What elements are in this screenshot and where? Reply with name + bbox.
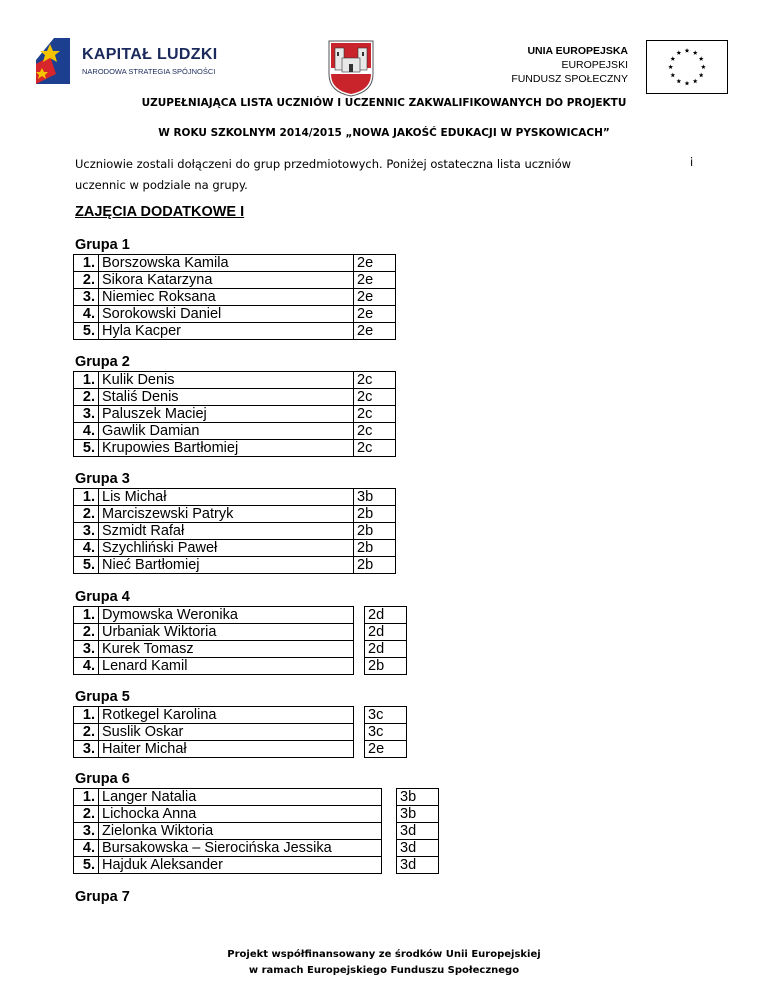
eu-line-1: UNIA EUROPEJSKA bbox=[527, 45, 628, 57]
row-number: 2. bbox=[74, 806, 99, 823]
class-code: 2c bbox=[354, 440, 396, 457]
student-name: Rotkegel Karolina bbox=[99, 707, 354, 724]
class-code: 2b bbox=[354, 557, 396, 574]
table-row bbox=[74, 289, 396, 306]
spacer-cell bbox=[354, 741, 365, 758]
row-number: 3. bbox=[74, 641, 99, 658]
page-footer bbox=[0, 947, 768, 979]
student-name: Kurek Tomasz bbox=[99, 641, 354, 658]
group-title: Grupa 4 bbox=[75, 589, 130, 605]
group-title: Grupa 5 bbox=[75, 689, 130, 705]
footer-line-1: Projekt współfinansowany ze środków Unii Europejskiej bbox=[227, 949, 541, 960]
student-name: Sikora Katarzyna bbox=[99, 272, 354, 289]
eu-star-icon bbox=[668, 64, 673, 69]
table-row bbox=[74, 789, 439, 806]
spacer-cell bbox=[354, 707, 365, 724]
row-number: 4. bbox=[74, 540, 99, 557]
row-number: 2. bbox=[74, 724, 99, 741]
row-number: 3. bbox=[74, 289, 99, 306]
class-code: 2c bbox=[354, 423, 396, 440]
group-table bbox=[73, 788, 439, 874]
row-number: 3. bbox=[74, 823, 99, 840]
group-table bbox=[73, 371, 396, 457]
spacer-cell bbox=[354, 724, 365, 741]
table-row bbox=[74, 272, 396, 289]
table-row bbox=[74, 840, 439, 857]
student-name: Staliś Denis bbox=[99, 389, 354, 406]
page-header bbox=[0, 0, 768, 110]
table-row bbox=[74, 607, 407, 624]
table-row bbox=[74, 423, 396, 440]
class-code: 3c bbox=[365, 724, 407, 741]
student-name: Hajduk Aleksander bbox=[99, 857, 382, 874]
class-code: 3b bbox=[354, 489, 396, 506]
eu-star-icon bbox=[676, 50, 681, 55]
group-title: Grupa 7 bbox=[75, 889, 130, 905]
eu-line-3: FUNDUSZ SPOŁECZNY bbox=[511, 73, 628, 85]
class-code: 2d bbox=[365, 624, 407, 641]
row-number: 3. bbox=[74, 741, 99, 758]
spacer-cell bbox=[382, 806, 397, 823]
row-number: 4. bbox=[74, 306, 99, 323]
student-name: Haiter Michał bbox=[99, 741, 354, 758]
table-row bbox=[74, 323, 396, 340]
class-code: 3d bbox=[397, 840, 439, 857]
table-row bbox=[74, 506, 396, 523]
row-number: 4. bbox=[74, 840, 99, 857]
group-table bbox=[73, 606, 407, 675]
title-line-1: UZUPEŁNIAJĄCA LISTA UCZNIÓW I UCZENNIC ZAKWALIFIKOWANYCH DO PROJEKTU bbox=[141, 97, 627, 109]
class-code: 2b bbox=[365, 658, 407, 675]
eu-flag-icon bbox=[646, 40, 728, 94]
student-name: Paluszek Maciej bbox=[99, 406, 354, 423]
student-name: Lenard Kamil bbox=[99, 658, 354, 675]
student-name: Sorokowski Daniel bbox=[99, 306, 354, 323]
section-title: ZAJĘCIA DODATKOWE I bbox=[75, 204, 245, 220]
table-row bbox=[74, 389, 396, 406]
student-name: Krupowies Bartłomiej bbox=[99, 440, 354, 457]
title-line-2: W ROKU SZKOLNYM 2014/2015 „NOWA JAKOŚĆ EDUKACJI W PYSKOWICACH” bbox=[158, 127, 610, 139]
table-row bbox=[74, 806, 439, 823]
row-number: 5. bbox=[74, 857, 99, 874]
eu-star-icon bbox=[701, 64, 706, 69]
table-row bbox=[74, 255, 396, 272]
intro-line-2: uczennic w podziale na grupy. bbox=[75, 178, 248, 192]
intro-stray-letter: i bbox=[690, 155, 694, 169]
row-number: 3. bbox=[74, 523, 99, 540]
student-name: Langer Natalia bbox=[99, 789, 382, 806]
eu-star-icon bbox=[693, 79, 698, 84]
row-number: 3. bbox=[74, 406, 99, 423]
row-number: 1. bbox=[74, 607, 99, 624]
footer-line-2: w ramach Europejskiego Funduszu Społecznego bbox=[248, 965, 520, 976]
eu-star-icon bbox=[685, 81, 690, 86]
group-title: Grupa 2 bbox=[75, 354, 130, 370]
student-name: Lichocka Anna bbox=[99, 806, 382, 823]
table-row bbox=[74, 440, 396, 457]
class-code: 3b bbox=[397, 789, 439, 806]
table-row bbox=[74, 658, 407, 675]
pyskowice-crest-icon bbox=[326, 38, 376, 98]
eu-star-icon bbox=[699, 56, 704, 61]
table-row bbox=[74, 707, 407, 724]
row-number: 4. bbox=[74, 423, 99, 440]
class-code: 2e bbox=[354, 323, 396, 340]
row-number: 2. bbox=[74, 272, 99, 289]
row-number: 2. bbox=[74, 624, 99, 641]
student-name: Borszowska Kamila bbox=[99, 255, 354, 272]
class-code: 3b bbox=[397, 806, 439, 823]
spacer-cell bbox=[382, 840, 397, 857]
table-row bbox=[74, 540, 396, 557]
group-title: Grupa 1 bbox=[75, 237, 130, 253]
class-code: 2c bbox=[354, 372, 396, 389]
kapital-ludzki-logo bbox=[30, 34, 240, 94]
row-number: 1. bbox=[74, 707, 99, 724]
kapital-ludzki-title: KAPITAŁ LUDZKI bbox=[82, 46, 218, 63]
table-row bbox=[74, 857, 439, 874]
student-name: Szychliński Paweł bbox=[99, 540, 354, 557]
row-number: 1. bbox=[74, 489, 99, 506]
spacer-cell bbox=[354, 624, 365, 641]
class-code: 2e bbox=[354, 306, 396, 323]
group-title: Grupa 3 bbox=[75, 471, 130, 487]
row-number: 4. bbox=[74, 658, 99, 675]
student-name: Bursakowska – Sierocińska Jessika bbox=[99, 840, 382, 857]
table-row bbox=[74, 724, 407, 741]
student-name: Niemiec Roksana bbox=[99, 289, 354, 306]
class-code: 2b bbox=[354, 506, 396, 523]
table-row bbox=[74, 624, 407, 641]
class-code: 3d bbox=[397, 823, 439, 840]
class-code: 2e bbox=[354, 289, 396, 306]
table-row bbox=[74, 523, 396, 540]
student-name: Dymowska Weronika bbox=[99, 607, 354, 624]
table-row bbox=[74, 306, 396, 323]
row-number: 1. bbox=[74, 255, 99, 272]
student-name: Nieć Bartłomiej bbox=[99, 557, 354, 574]
eu-star-icon bbox=[670, 56, 675, 61]
kapital-ludzki-subtitle: NARODOWA STRATEGIA SPÓJNOŚCI bbox=[82, 67, 216, 76]
student-name: Urbaniak Wiktoria bbox=[99, 624, 354, 641]
student-name: Lis Michał bbox=[99, 489, 354, 506]
eu-star-icon bbox=[676, 79, 681, 84]
table-row bbox=[74, 557, 396, 574]
table-row bbox=[74, 641, 407, 658]
row-number: 5. bbox=[74, 440, 99, 457]
row-number: 1. bbox=[74, 789, 99, 806]
row-number: 2. bbox=[74, 389, 99, 406]
spacer-cell bbox=[354, 658, 365, 675]
row-number: 2. bbox=[74, 506, 99, 523]
table-row bbox=[74, 406, 396, 423]
student-name: Szmidt Rafał bbox=[99, 523, 354, 540]
class-code: 2c bbox=[354, 389, 396, 406]
table-row bbox=[74, 489, 396, 506]
row-number: 5. bbox=[74, 557, 99, 574]
student-name: Marciszewski Patryk bbox=[99, 506, 354, 523]
spacer-cell bbox=[382, 823, 397, 840]
spacer-cell bbox=[382, 857, 397, 874]
row-number: 5. bbox=[74, 323, 99, 340]
class-code: 2d bbox=[365, 607, 407, 624]
class-code: 2b bbox=[354, 523, 396, 540]
spacer-cell bbox=[354, 607, 365, 624]
eu-line-2: EUROPEJSKI bbox=[561, 59, 628, 71]
table-row bbox=[74, 741, 407, 758]
eu-star-icon bbox=[693, 50, 698, 55]
group-table bbox=[73, 488, 396, 574]
intro-line-1: Uczniowie zostali dołączeni do grup przedmiotowych. Poniżej ostateczna lista uczniów bbox=[75, 157, 572, 171]
table-row bbox=[74, 823, 439, 840]
row-number: 1. bbox=[74, 372, 99, 389]
student-name: Kulik Denis bbox=[99, 372, 354, 389]
eu-star-icon bbox=[685, 48, 690, 53]
class-code: 2e bbox=[354, 255, 396, 272]
kapital-ludzki-mark-icon bbox=[30, 34, 76, 90]
spacer-cell bbox=[382, 789, 397, 806]
class-code: 2e bbox=[354, 272, 396, 289]
class-code: 3c bbox=[365, 707, 407, 724]
group-table bbox=[73, 706, 407, 758]
class-code: 2b bbox=[354, 540, 396, 557]
table-row bbox=[74, 372, 396, 389]
class-code: 2d bbox=[365, 641, 407, 658]
student-name: Gawlik Damian bbox=[99, 423, 354, 440]
eu-star-icon bbox=[699, 73, 704, 78]
eu-star-icon bbox=[670, 73, 675, 78]
class-code: 2e bbox=[365, 741, 407, 758]
student-name: Hyla Kacper bbox=[99, 323, 354, 340]
group-table bbox=[73, 254, 396, 340]
class-code: 2c bbox=[354, 406, 396, 423]
group-title: Grupa 6 bbox=[75, 771, 130, 787]
eu-fund-text bbox=[500, 44, 628, 86]
spacer-cell bbox=[354, 641, 365, 658]
class-code: 3d bbox=[397, 857, 439, 874]
student-name: Zielonka Wiktoria bbox=[99, 823, 382, 840]
student-name: Suslik Oskar bbox=[99, 724, 354, 741]
